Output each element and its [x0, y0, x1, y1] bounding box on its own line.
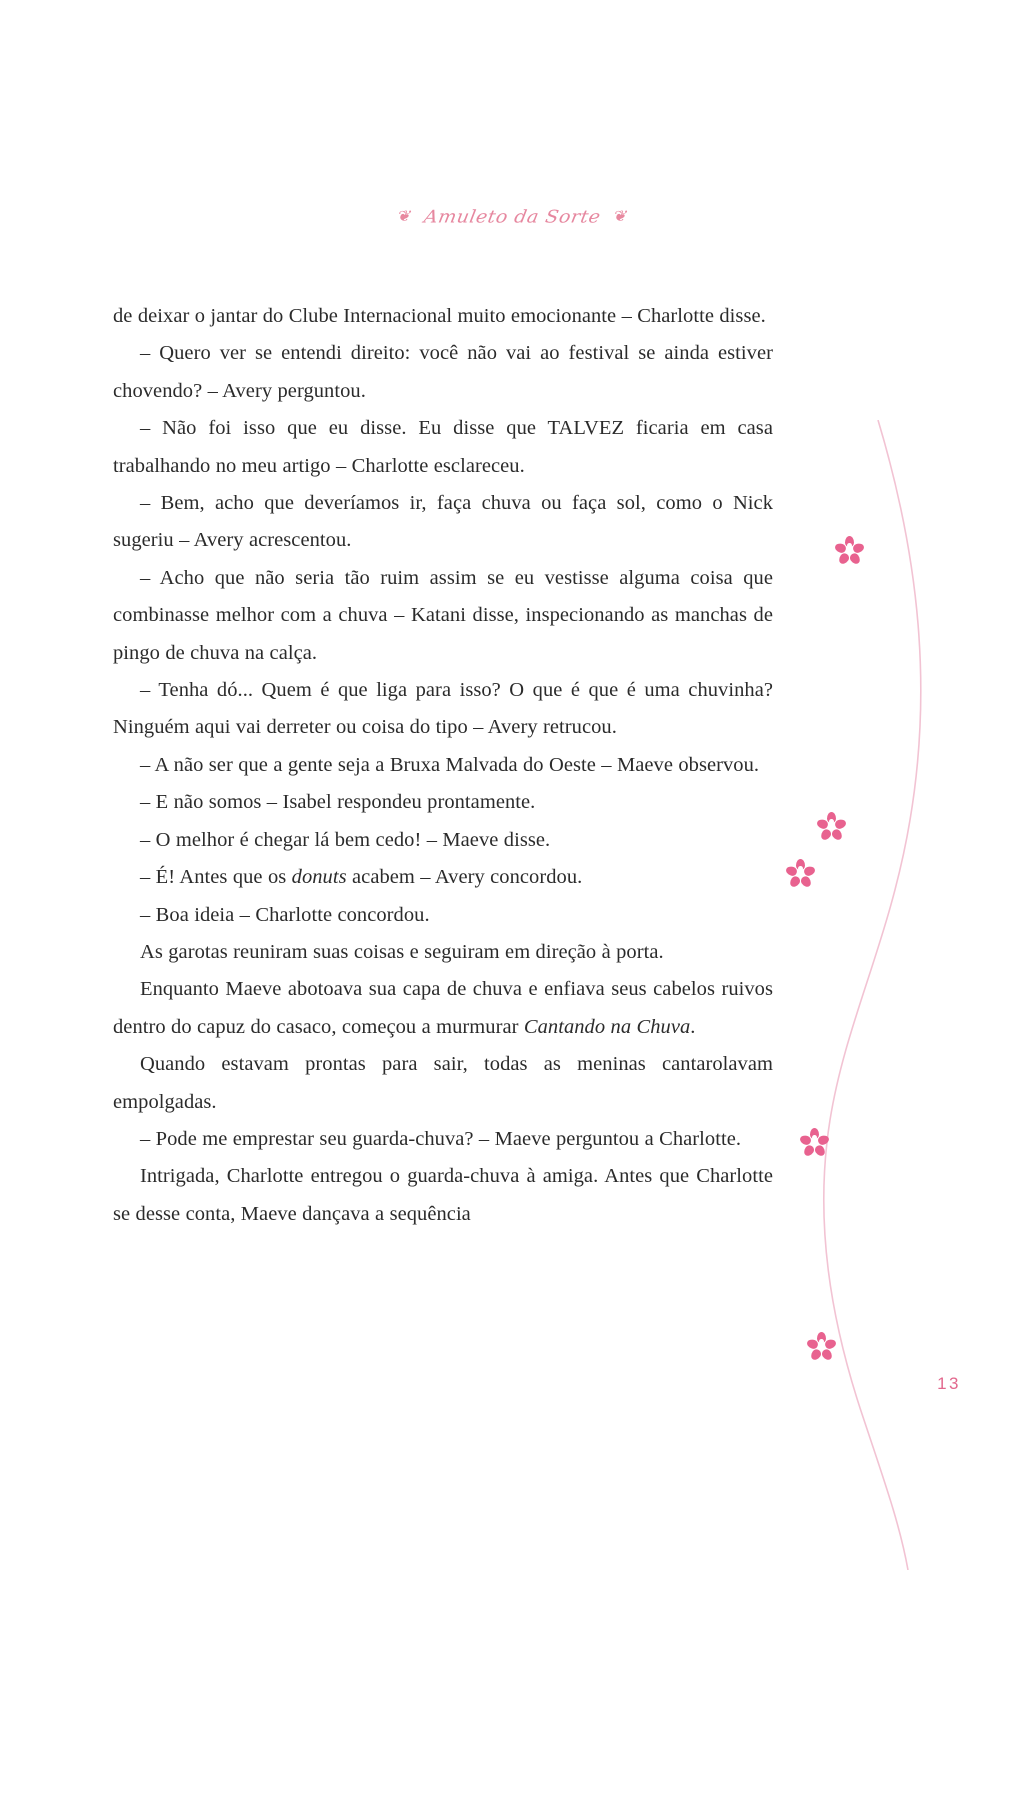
- running-head: [0, 208, 1024, 227]
- paragraph: Intrigada, Charlotte entregou o guarda-chuva à amiga. Antes que Charlotte se desse conta, Maeve dançava a sequência: [113, 1165, 773, 1225]
- paragraph: As garotas reuniram suas coisas e seguiram em direção à porta.: [140, 940, 664, 963]
- paragraph: Quando estavam prontas para sair, todas as meninas cantarolavam empolgadas.: [113, 1053, 773, 1113]
- paragraph: – A não ser que a gente seja a Bruxa Malvada do Oeste – Maeve observou.: [140, 753, 760, 776]
- flower-5-icon: [810, 1330, 832, 1352]
- paragraph: – É! Antes que os donuts acabem – Avery concordou.: [140, 866, 583, 889]
- paragraph: – Quero ver se entendi direito: você não vai ao festival se ainda estiver chovendo? – Avery perguntou.: [113, 342, 773, 402]
- flourish-left-icon: ❦: [395, 209, 413, 225]
- flower-2-icon: [820, 810, 842, 832]
- decorative-vine: [760, 420, 1024, 1570]
- paragraph: – Não foi isso que eu disse. Eu disse que TALVEZ ficaria em casa trabalhando no meu artigo – Charlotte esclareceu.: [113, 417, 773, 477]
- page-number: 13: [937, 1374, 961, 1393]
- paragraph: – Boa ideia – Charlotte concordou.: [140, 903, 430, 926]
- running-head-title: Amuleto da Sorte: [422, 206, 603, 228]
- paragraph: – O melhor é chegar lá bem cedo! – Maeve disse.: [140, 828, 551, 851]
- paragraph: – E não somos – Isabel respondeu prontamente.: [140, 791, 536, 814]
- paragraph: – Tenha dó... Quem é que liga para isso? O que é que é uma chuvinha? Ninguém aqui vai derreter ou coisa do tipo – Avery retrucou.: [113, 679, 773, 739]
- flower-3-icon: [789, 857, 811, 879]
- flower-4-icon: [803, 1126, 825, 1148]
- vine-curve-icon: [760, 420, 1024, 1570]
- paragraph: Enquanto Maeve abotoava sua capa de chuva e enfiava seus cabelos ruivos dentro do capuz do casaco, começou a murmurar Cantando na Chuva.: [113, 978, 773, 1038]
- paragraph: – Pode me emprestar seu guarda-chuva? – Maeve perguntou a Charlotte.: [140, 1127, 742, 1150]
- paragraph: de deixar o jantar do Clube Internacional muito emocionante – Charlotte disse.: [113, 305, 766, 327]
- body-text: [113, 298, 773, 1233]
- flower-1-icon: [838, 534, 860, 556]
- paragraph: – Acho que não seria tão ruim assim se eu vestisse alguma coisa que combinasse melhor com a chuva – Katani disse, inspecionando as manchas de pingo de chuva na calça.: [113, 566, 773, 664]
- paragraph: – Bem, acho que deveríamos ir, faça chuva ou faça sol, como o Nick sugeriu – Avery acrescentou.: [113, 492, 773, 552]
- flourish-right-icon: ❦: [611, 209, 629, 225]
